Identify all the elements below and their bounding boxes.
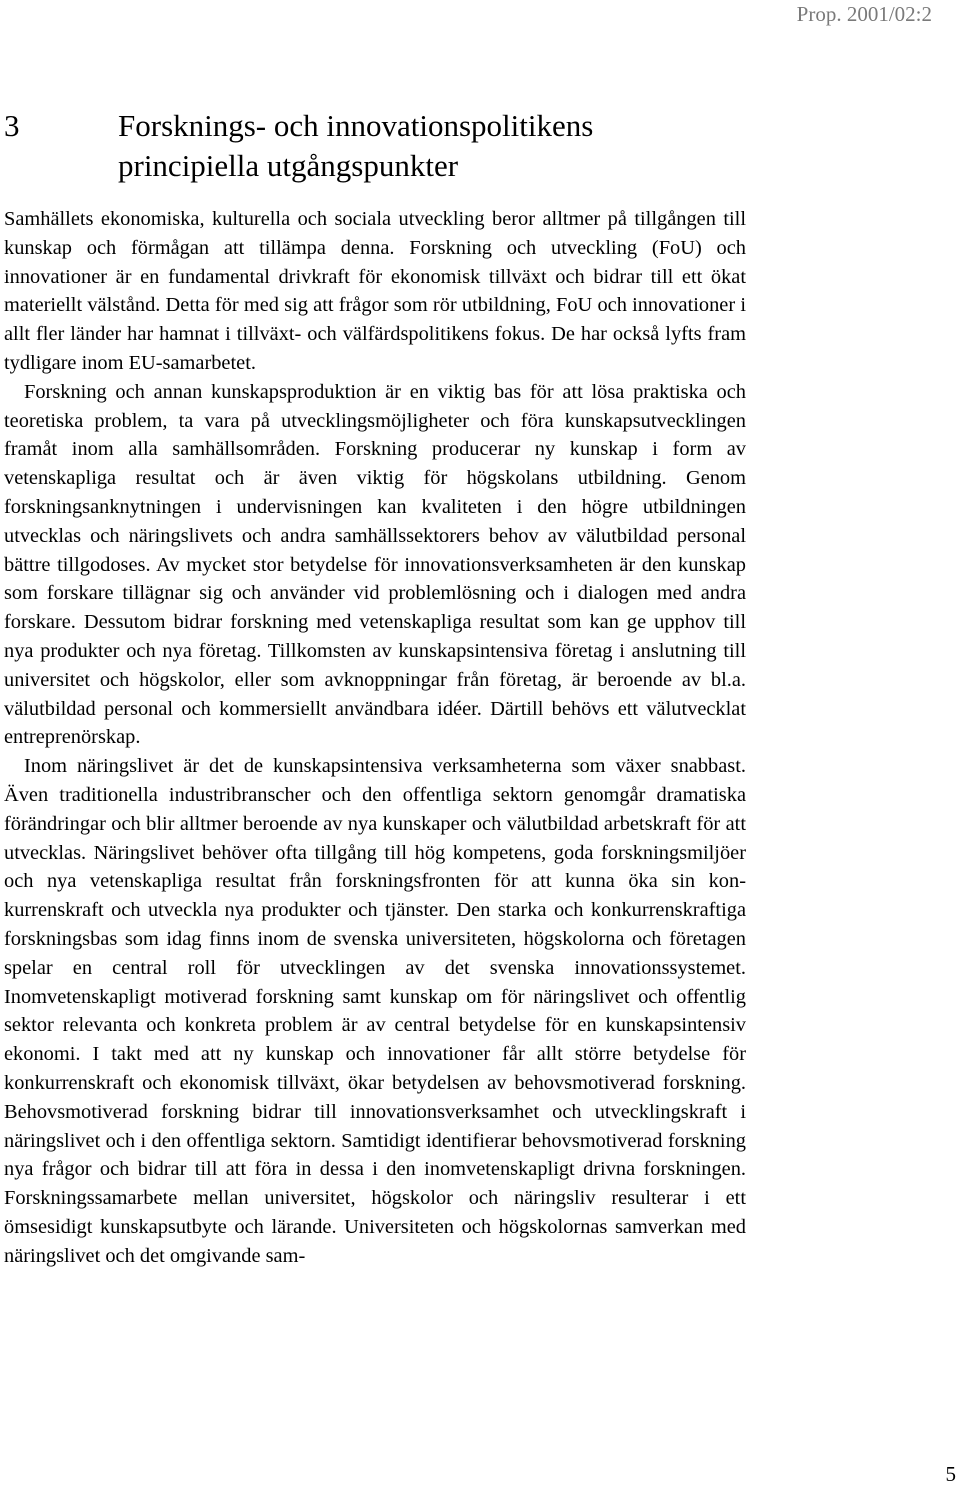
paragraph-1: Samhällets ekonomiska, kulturella och sociala utveckling beror alltmer på tillgången till kunskap och förmågan att tillämpa denna. Forskning och utveckling (FoU) och innovationer är en fundamental drivkraft för ekonomisk tillväxt och bidrar till ett ökat materiellt välstånd. Detta för med sig att frågor som rör utbildning, FoU och innovationer i allt fler länder har hamnat i tillväxt- och välfärdspolitikens fokus. De har också lyfts fram tydligare inom EU-samarbetet.	[4, 208, 746, 374]
paragraph-2: Forskning och annan kunskapsproduktion är en viktig bas för att lösa praktiska och teoretiska problem, ta vara på utvecklingsmöjligheter och föra kunskapsutvecklingen framåt inom alla samhällsområden. Forskning producerar ny kunskap i form av vetenskapliga resultat och är även viktig för högskolans utbildning. Genom forskningsanknytningen i undervisningen kan kvaliteten i den högre utbildningen utvecklas och näringslivets och andra samhällssektorers behov av välutbildad personal bättre tillgodoses. Av mycket stor betydelse för innovationsverksamheten är den kunskap som forskare tillägnar sig och använder vid problemlösning och i dialogen med andra forskare. Dessutom bidrar forskning med vetenskapliga resultat som kan ge upphov till nya produkter och nya företag. Tillkomsten av kunskapsintensiva företag i anslutning till universitet och högskolor, eller som avknoppningar från företag, är beroende av bl.a. välutbildad personal och kommersiellt användbara idéer. Därtill behövs ett välutvecklat entreprenörskap.	[4, 380, 746, 749]
chapter-title-line-2: principiella utgångspunkter	[118, 148, 459, 183]
body-text	[4, 205, 746, 1270]
document-reference: Prop. 2001/02:2	[796, 2, 932, 26]
chapter-title	[118, 106, 764, 186]
page-number: 5	[945, 1462, 956, 1486]
chapter-heading	[4, 106, 764, 186]
chapter-number: 3	[4, 108, 20, 143]
chapter-title-line-1: Forsknings- och innovationspolitikens	[118, 108, 594, 143]
paragraph-3: Inom näringslivet är det de kunskapsintensiva verksamheterna som växer snabbast. Även traditionella industribranscher och den offentliga sektorn genomgår dramatiska förändringar och blir alltmer beroende av nya kunskaper och välutbildad arbetskraft för att utvecklas. Näringslivet behöver ofta tillgång till hög kompetens, goda forskningsmiljöer och nya vetenskapliga resultat från forskningsfronten för att kunna öka sin konkurrenskraft och utveckla nya produkter och tjänster. Den starka och konkurrenskraftiga forskningsbas som idag finns inom de svenska universiteten, högskolorna och företagen spelar en central roll för utvecklingen av det svenska innovationssystemet. Inomvetenskapligt motiverad forskning samt kunskap om för näringslivet och offentlig sektor relevanta och konkreta problem är av central betydelse för en kunskapsintensiv ekonomi. I takt med att ny kunskap och innovationer får allt större betydelse för konkurrenskraft och ekonomisk tillväxt, ökar betydelsen av behovsmotiverad forskning. Behovsmotiverad forskning bidrar till innovationsverksamhet och utvecklingskraft i näringslivet och i den offentliga sektorn. Samtidigt identifierar behovsmotiverad forskning nya frågor och bidrar till att föra in dessa i den inomvetenskapligt drivna forskningen. Forskningssamarbete mellan universitet, högskolor och näringsliv resulterar i ett ömsesidigt kunskapsutbyte och lärande. Universiteten och högskolornas samverkan med näringslivet och det omgivande sam-	[4, 755, 746, 1267]
